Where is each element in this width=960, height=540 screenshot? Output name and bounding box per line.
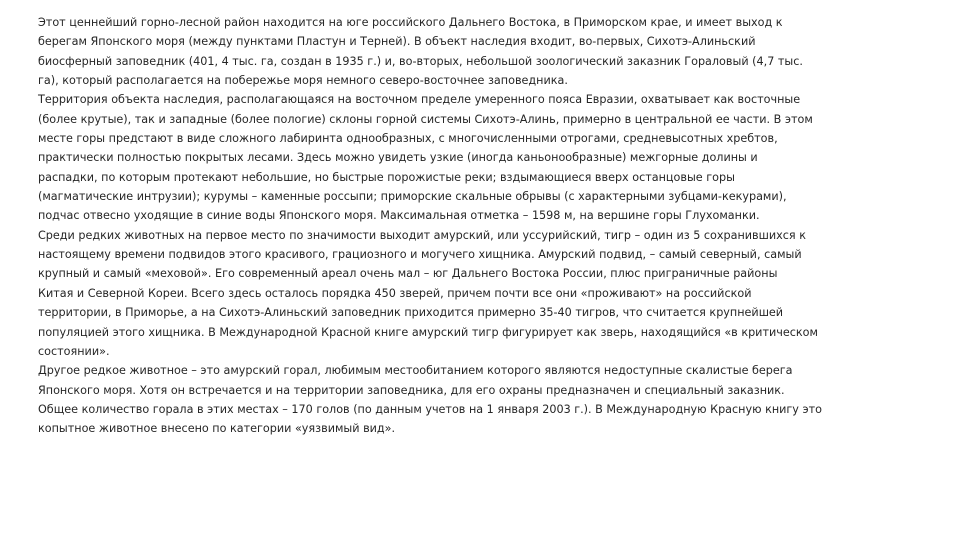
text-line: крупный и самый «меховой». Его современный ареал очень мал – юг Дальнего Востока России, плюс приграничные районы (38, 267, 778, 281)
text-line: Этот ценнейший горно-лесной район находится на юге российского Дальнего Востока, в Приморском крае, и имеет выход к (38, 16, 783, 29)
text-line: Территория объекта наследия, располагающаяся на восточном пределе умеренного пояса Евразии, охватывает как восточные (38, 93, 801, 107)
text-line: Китая и Северной Кореи. Всего здесь осталось порядка 450 зверей, причем почти все они «проживают» на российской (38, 286, 752, 300)
text-line: популяцией этого хищника. В Международной Красной книге амурский тигр фигурирует как зверь, находящийся «в критическом (38, 325, 818, 339)
text-line: биосферный заповедник (401, 4 тыс. га, создан в 1935 г.) и, во-вторых, небольшой зоологический заказник Гораловый (4,7 тыс. (38, 54, 803, 68)
text-line: га), который располагается на побережье моря немного северо-восточнее заповедника. (38, 74, 568, 88)
text-line: подчас отвесно уходящие в синие воды Японского моря. Максимальная отметка – 1598 м, на вершине горы Глухоманки. (38, 209, 760, 223)
text-line: распадки, по которым протекают небольшие, но быстрые порожистые реки; вздымающиеся вверх останцовые горы (38, 170, 735, 184)
text-line: месте горы предстают в виде сложного лабиринта однообразных, с многочисленными отрогами, средневысотных хребтов, (38, 132, 778, 146)
text-line: берегам Японского моря (между пунктами Пластун и Терней). В объект наследия входит, во-первых, Сихотэ-Алиньский (38, 35, 756, 49)
text-line: Японского моря. Хотя он встречается и на территории заповедника, для его охраны предназначен и специальный заказник. (38, 383, 785, 397)
text-line: территории, в Приморье, а на Сихотэ-Алиньский заповедник приходится примерно 35-40 тигров, что считается крупнейшей (38, 306, 784, 320)
text-line: состоянии». (38, 344, 110, 358)
text-line: настоящему времени подвидов этого красивого, грациозного и могучего хищника. Амурский подвид, – самый северный, самый (38, 248, 802, 262)
body-text (38, 13, 936, 439)
text-line: Среди редких животных на первое место по значимости выходит амурский, или уссурийский, тигр – один из 5 сохранившихся к (38, 228, 806, 242)
text-line: Другое редкое животное – это амурский горал, любимым местообитанием которого являются недоступные скалистые берега (38, 364, 793, 378)
text-line: (магматические интрузии); курумы – каменные россыпи; приморские скальные обрывы (с характерными зубцами-кекурами), (38, 190, 787, 204)
text-line: практически полностью покрытых лесами. Здесь можно увидеть узкие (иногда каньонообразные) межгорные долины и (38, 151, 758, 165)
text-line: (более крутые), так и западные (более пологие) склоны горной системы Сихотэ-Алинь, примерно в центральной ее части. В этом (38, 112, 813, 126)
text-line: копытное животное внесено по категории «уязвимый вид». (38, 422, 396, 436)
text-line: Общее количество горала в этих местах – 170 голов (по данным учетов на 1 января 2003 г.). В Международную Красную книгу это (38, 402, 822, 416)
